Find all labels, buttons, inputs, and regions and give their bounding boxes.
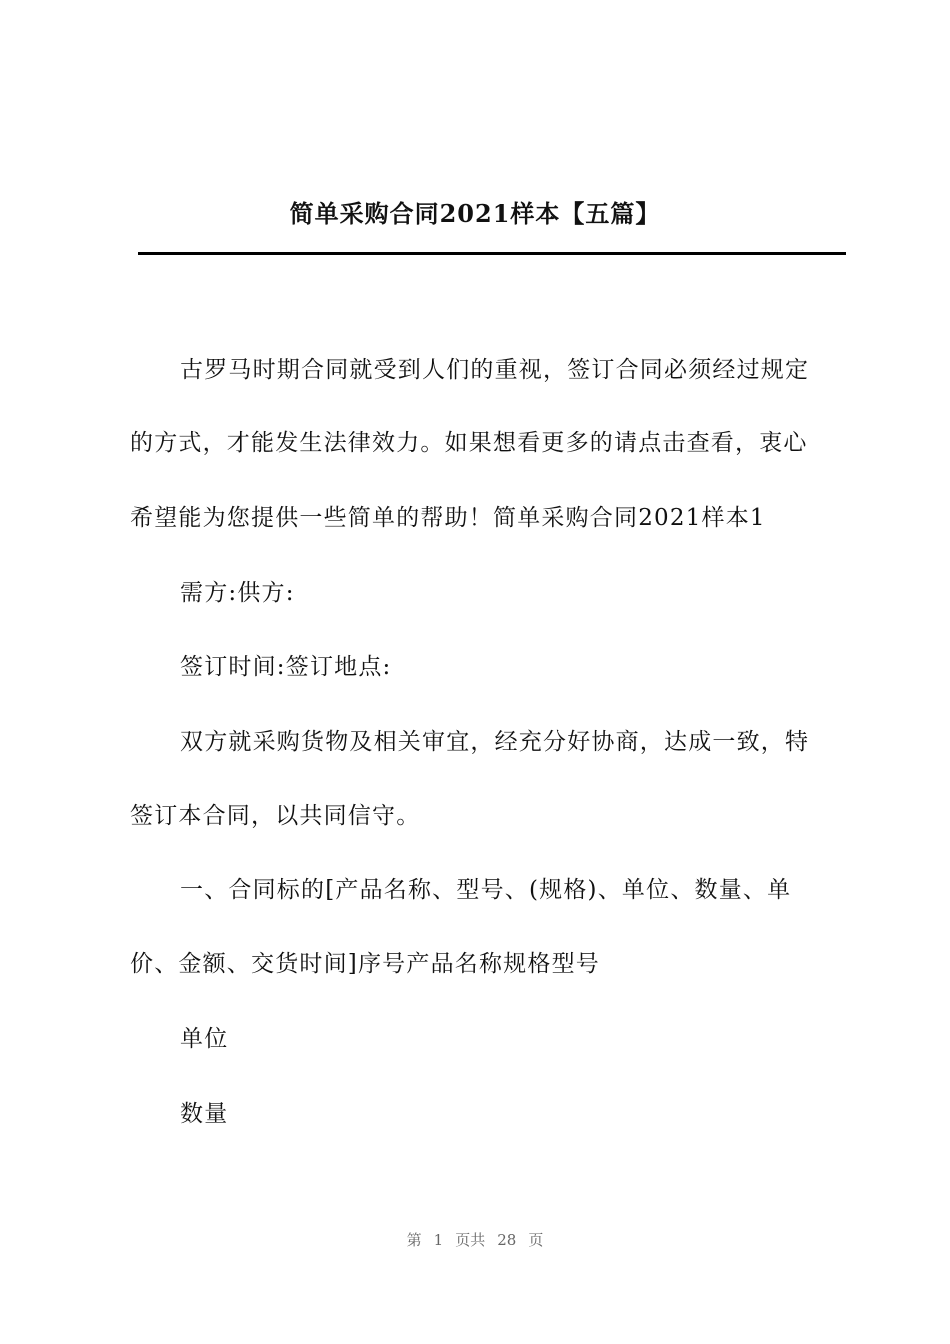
title-divider	[138, 252, 846, 255]
footer-page-number: 1	[433, 1231, 444, 1249]
field-unit: 单位	[180, 1026, 229, 1052]
page-footer	[0, 1228, 950, 1252]
clause-one-line-2: 价、金额、交货时间]序号产品名称规格型号	[130, 951, 600, 977]
footer-prefix: 第	[406, 1231, 422, 1249]
footer-total-pages: 28	[497, 1231, 517, 1249]
signing-info-line: 签订时间:签订地点:	[180, 654, 392, 680]
clause-one-line-1: 一、合同标的[产品名称、型号、(规格)、单位、数量、单	[180, 877, 792, 903]
paragraph-line-3: 希望能为您提供一些简单的帮助！简单采购合同2021样本1	[130, 505, 766, 531]
parties-line: 需方:供方:	[180, 580, 295, 606]
footer-suffix: 页	[528, 1231, 544, 1249]
paragraph-line-1: 古罗马时期合同就受到人们的重视，签订合同必须经过规定	[180, 357, 810, 383]
paragraph-line-2: 的方式，才能发生法律效力。如果想看更多的请点击查看，衷心	[130, 430, 808, 456]
field-quantity: 数量	[180, 1101, 229, 1127]
agreement-line-1: 双方就采购货物及相关审宜，经充分好协商，达成一致，特	[180, 729, 810, 755]
agreement-line-2: 签订本合同，以共同信守。	[130, 803, 421, 829]
footer-middle: 页共	[455, 1231, 486, 1249]
document-title: 简单采购合同2021样本【五篇】	[289, 199, 661, 228]
